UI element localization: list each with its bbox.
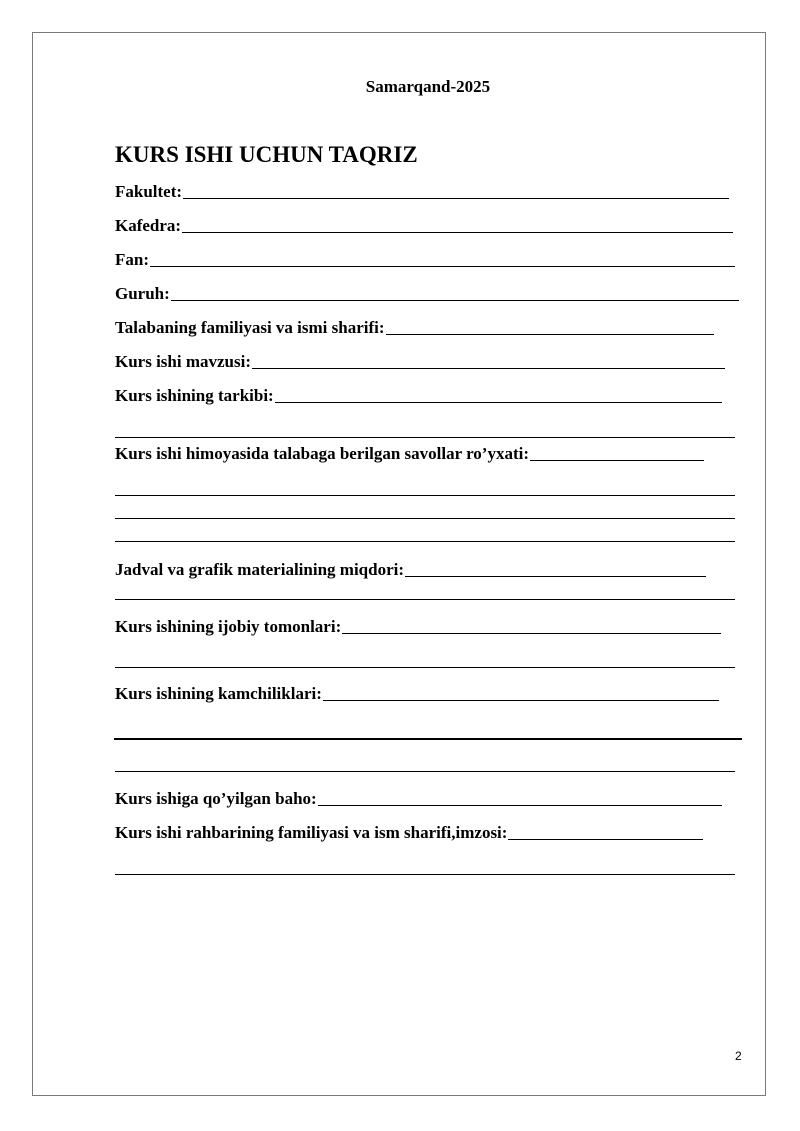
field-positives-label: Kurs ishining ijobiy tomonlari: — [115, 617, 342, 636]
field-shortcomings-label: Kurs ishining kamchiliklari: — [115, 684, 322, 703]
field-student-name-label: Talabaning familiyasi va ismi sharifi: — [115, 318, 385, 337]
field-shortcomings[interactable] — [115, 683, 719, 705]
tables-graphics-line[interactable] — [115, 599, 735, 600]
field-kafedra-label: Kafedra: — [115, 216, 182, 235]
field-supervisor-label: Kurs ishi rahbarining familiyasi va ism sharifi,imzosi: — [115, 823, 508, 842]
field-questions-blank[interactable] — [530, 459, 704, 461]
document-title: KURS ISHI UCHUN TAQRIZ — [115, 142, 418, 167]
field-grade-blank[interactable] — [318, 804, 722, 806]
field-fan[interactable] — [115, 249, 735, 271]
field-guruh-label: Guruh: — [115, 284, 170, 303]
field-guruh[interactable] — [115, 283, 739, 305]
field-topic-label: Kurs ishi mavzusi: — [115, 352, 252, 371]
structure-continuation-line[interactable] — [115, 437, 735, 438]
field-shortcomings-blank[interactable] — [323, 699, 719, 701]
field-grade-label: Kurs ishiga qo’yilgan baho: — [115, 789, 317, 808]
field-fan-blank[interactable] — [150, 265, 735, 267]
field-guruh-blank[interactable] — [171, 299, 739, 301]
field-fakultet-label: Fakultet: — [115, 182, 183, 201]
field-structure-label: Kurs ishining tarkibi: — [115, 386, 274, 405]
field-questions-label: Kurs ishi himoyasida talabaga berilgan savollar ro’yxati: — [115, 444, 530, 463]
field-tables-graphics-label: Jadval va grafik materialining miqdori: — [115, 560, 404, 579]
field-supervisor-blank[interactable] — [508, 838, 703, 840]
field-tables-graphics-blank[interactable] — [405, 575, 706, 577]
field-fakultet-blank[interactable] — [183, 197, 729, 199]
field-kafedra-blank[interactable] — [182, 231, 733, 233]
field-tables-graphics[interactable] — [115, 559, 706, 581]
field-positives-blank[interactable] — [342, 632, 721, 634]
questions-line-3[interactable] — [115, 541, 735, 542]
questions-line-1[interactable] — [115, 495, 735, 496]
field-fakultet[interactable] — [115, 181, 729, 203]
shortcomings-line-2[interactable] — [115, 771, 735, 772]
field-student-name-blank[interactable] — [386, 333, 714, 335]
field-kafedra[interactable] — [115, 215, 733, 237]
field-supervisor[interactable] — [115, 822, 703, 844]
header-city-year: Samarqand-2025 — [365, 77, 491, 96]
field-student-name[interactable] — [115, 317, 714, 339]
field-structure-blank[interactable] — [275, 401, 722, 403]
shortcomings-line-1[interactable] — [114, 738, 742, 740]
field-positives[interactable] — [115, 616, 721, 638]
page-number: 2 — [735, 1049, 742, 1063]
positives-line[interactable] — [115, 667, 735, 668]
questions-line-2[interactable] — [115, 518, 735, 519]
field-topic[interactable] — [115, 351, 725, 373]
field-questions[interactable] — [115, 443, 704, 465]
field-grade[interactable] — [115, 788, 722, 810]
field-structure[interactable] — [115, 385, 722, 407]
supervisor-line[interactable] — [115, 874, 735, 875]
field-topic-blank[interactable] — [252, 367, 725, 369]
field-fan-label: Fan: — [115, 250, 149, 269]
